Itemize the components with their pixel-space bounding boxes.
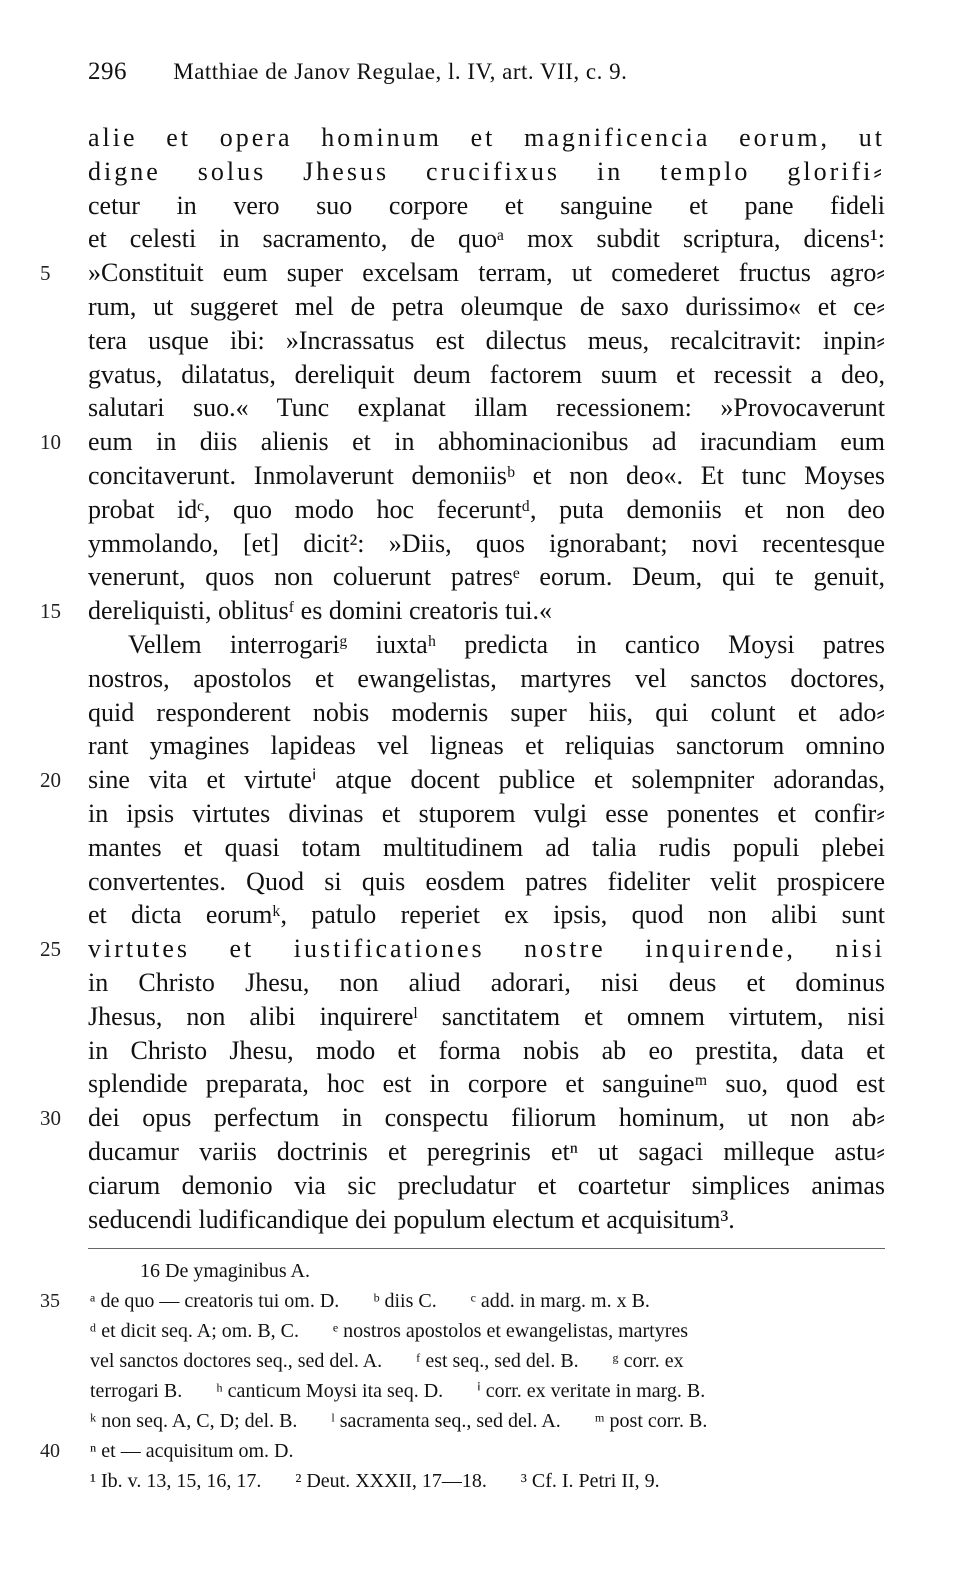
text-line: »Constituit eum super excelsam terram, ut comederet fructus agro⸗ xyxy=(88,258,885,287)
footnote-line-number: 40 xyxy=(40,1440,60,1462)
text-line: quid responderent nobis modernis super hiis, qui colunt et ado⸗ xyxy=(88,698,885,727)
line-number: 20 xyxy=(40,768,61,792)
text-line: Jhesus, non alibi inquirereˡ sanctitatem et omnem virtutem, nisi xyxy=(88,1002,885,1031)
text-line: concitaverunt. Inmolaverunt demoniisᵇ et non deo«. Et tunc Moyses xyxy=(88,461,885,490)
footnote-line-number: 35 xyxy=(40,1290,60,1312)
line-number: 30 xyxy=(40,1106,61,1130)
footnote-line xyxy=(90,1376,885,1406)
text-line: in ipsis virtutes divinas et stuporem vulgi esse ponentes et confir⸗ xyxy=(88,799,885,828)
text-line: eum in diis alienis et in abhominacionibus ad iracundiam eum xyxy=(88,427,885,456)
running-head xyxy=(88,58,888,92)
footnote-entry: ᵐ post corr. B. xyxy=(594,1410,708,1432)
footnote-line xyxy=(90,1286,885,1316)
footnote-entry: ¹ Ib. v. 13, 15, 16, 17. xyxy=(90,1470,262,1492)
text-line: rum, ut suggeret mel de petra oleumque de saxo durissimo« et ce⸗ xyxy=(88,292,885,321)
footnote-entry: ³ Cf. I. Petri II, 9. xyxy=(520,1470,660,1492)
footnote-line xyxy=(90,1436,885,1466)
text-line: tera usque ibi: »Incrassatus est dilectus meus, recalcitravit: inpin⸗ xyxy=(88,326,885,355)
text-line: digne solus Jhesus crucifixus in templo glorifi⸗ xyxy=(88,157,885,186)
text-line: mantes et quasi totam multitudinem ad talia rudis populi plebei xyxy=(88,833,885,862)
text-line: virtutes et iustificationes nostre inquirende, nisi xyxy=(88,934,885,963)
text-line: sine vita et virtuteⁱ atque docent publice et solempniter adorandas, xyxy=(88,765,885,794)
footnote-entry: ʰ canticum Moysi ita seq. D. xyxy=(216,1380,444,1402)
text-line: dei opus perfectum in conspectu filiorum hominum, ut non ab⸗ xyxy=(88,1103,885,1132)
footnote-entry: ² Deut. XXXII, 17—18. xyxy=(295,1470,487,1492)
footnote-entry: ᶠ est seq., sed del. B. xyxy=(416,1350,579,1372)
footnote-entry: ᶜ add. in marg. m. x B. xyxy=(470,1290,650,1312)
text-line: in Christo Jhesu, modo et forma nobis ab eo prestita, data et xyxy=(88,1036,885,1065)
footnote-entry: ˡ sacramenta seq., sed del. A. xyxy=(331,1410,561,1432)
footnote-entry: ᵃ de quo — creatoris tui om. D. xyxy=(90,1290,340,1312)
footnote-entry: terrogari B. xyxy=(90,1380,183,1402)
text-line: cetur in vero suo corpore et sanguine et pane fideli xyxy=(88,191,885,220)
text-line: in Christo Jhesu, non aliud adorari, nisi deus et dominus xyxy=(88,968,885,997)
text-line: venerunt, quos non coluerunt patresᵉ eorum. Deum, qui te genuit, xyxy=(88,562,885,591)
text-line: gvatus, dilatatus, dereliquit deum factorem suum et recessit a deo, xyxy=(88,360,885,389)
footnote-entry: ᵏ non seq. A, C, D; del. B. xyxy=(90,1410,298,1432)
footnote-rule xyxy=(88,1248,885,1249)
footnote-entry: ⁿ et — acquisitum om. D. xyxy=(90,1440,294,1462)
text-line: ymmolando, [et] dicit²: »Diis, quos ignorabant; novi recentesque xyxy=(88,529,885,558)
footnote-line xyxy=(90,1346,885,1376)
text-line: et celesti in sacramento, de quoᵃ mox subdit scriptura, dicens¹: xyxy=(88,224,885,253)
text-line: alie et opera hominum et magnificencia eorum, ut xyxy=(88,123,885,152)
footnote-entry: ⁱ corr. ex veritate in marg. B. xyxy=(477,1380,706,1402)
text-line: Vellem interrogariᵍ iuxtaʰ predicta in cantico Moysi patres xyxy=(128,630,885,659)
text-line: nostros, apostolos et ewangelistas, martyres vel sanctos doctores, xyxy=(88,664,885,693)
footnote-entry: ᵉ nostros apostolos et ewangelistas, martyres xyxy=(333,1320,689,1342)
text-line: dereliquisti, oblitusᶠ es domini creatoris tui.« xyxy=(88,596,552,625)
footnote-entry: vel sanctos doctores seq., sed del. A. xyxy=(90,1350,383,1372)
footnote-line xyxy=(140,1256,935,1286)
text-line: et dicta eorumᵏ, patulo reperiet ex ipsis, quod non alibi sunt xyxy=(88,900,885,929)
line-number: 5 xyxy=(40,261,51,285)
text-line: ciarum demonio via sic precludatur et coartetur simplices animas xyxy=(88,1171,885,1200)
text-line: salutari suo.« Tunc explanat illam recessionem: »Provocaverunt xyxy=(88,393,885,422)
footnote-entry: ᵍ corr. ex xyxy=(612,1350,684,1372)
footnote-line xyxy=(90,1316,885,1346)
footnote-line xyxy=(90,1466,885,1496)
text-line: convertentes. Quod si quis eosdem patres fideliter velit prospicere xyxy=(88,867,885,896)
footnote-entry: ᵈ et dicit seq. A; om. B, C. xyxy=(90,1320,299,1342)
page-number: 296 xyxy=(88,58,127,85)
text-line: rant ymagines lapideas vel ligneas et reliquias sanctorum omnino xyxy=(88,731,885,760)
running-title: Matthiae de Janov Regulae, l. IV, art. VII, c. 9. xyxy=(173,59,628,84)
footnote-entry: ᵇ diis C. xyxy=(373,1290,437,1312)
text-line: ducamur variis doctrinis et peregrinis etⁿ ut sagaci milleque astu⸗ xyxy=(88,1137,885,1166)
text-line: splendide preparata, hoc est in corpore et sanguineᵐ suo, quod est xyxy=(88,1069,885,1098)
text-line: seducendi ludificandique dei populum electum et acquisitum³. xyxy=(88,1205,735,1234)
line-number: 25 xyxy=(40,937,61,961)
line-number: 15 xyxy=(40,599,61,623)
footnote-line xyxy=(90,1406,885,1436)
text-line: probat idᶜ, quo modo hoc feceruntᵈ, puta demoniis et non deo xyxy=(88,495,885,524)
line-number: 10 xyxy=(40,430,61,454)
footnote-entry: 16 De ymaginibus A. xyxy=(140,1260,310,1282)
